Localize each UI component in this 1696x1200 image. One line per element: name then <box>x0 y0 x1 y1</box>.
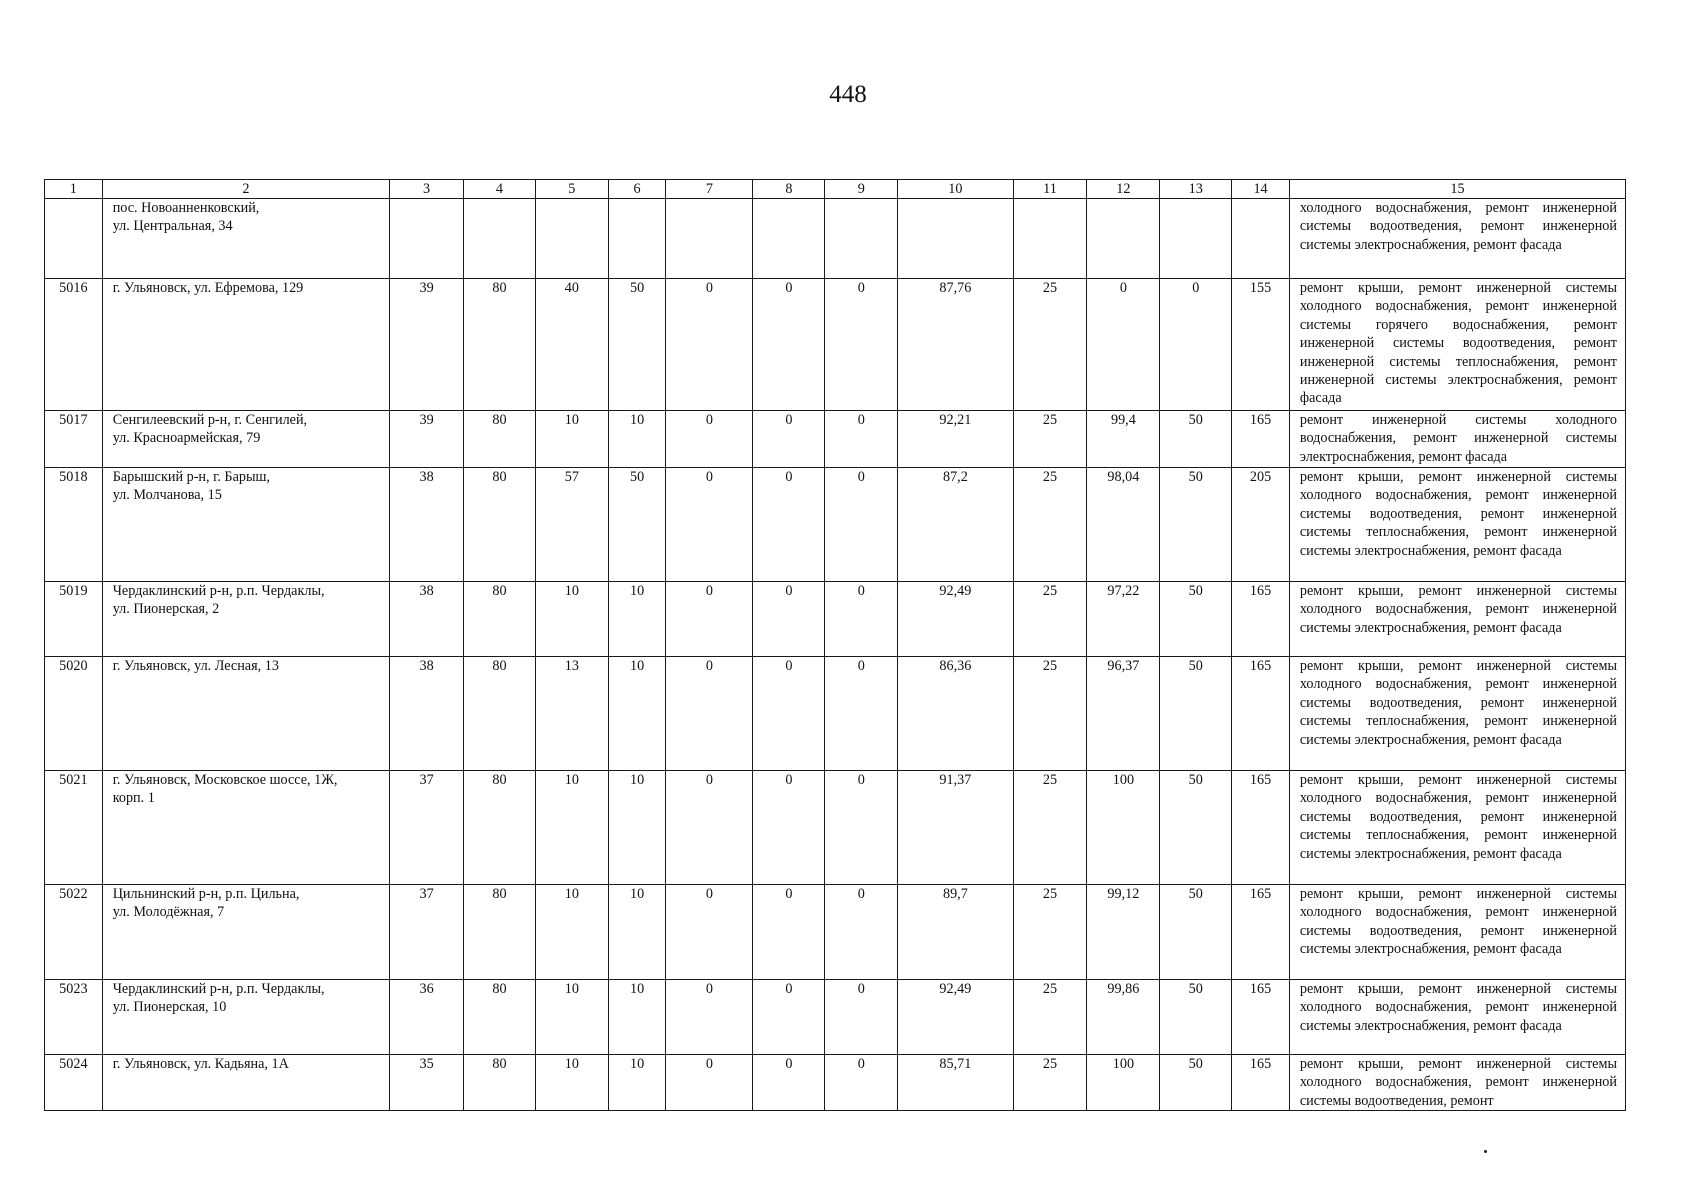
value-cell-c10: 92,49 <box>898 582 1013 657</box>
works-list-cell: ремонт инженерной системы холодного водоснабжения, ремонт инженерной системы электроснабжения, ремонт фасада <box>1289 411 1625 468</box>
value-cell-c7: 0 <box>666 657 753 771</box>
value-cell-c14: 155 <box>1232 279 1290 411</box>
address-line: ул. Красноармейская, 79 <box>112 430 261 447</box>
value-cell-c14: 165 <box>1232 980 1290 1055</box>
column-number: 7 <box>666 180 753 199</box>
value-cell-c4: 80 <box>464 582 536 657</box>
object-number-cell <box>45 199 103 279</box>
value-cell-c12 <box>1087 199 1160 279</box>
object-number-cell: 5022 <box>45 885 103 980</box>
address-line: ул. Пионерская, 10 <box>112 999 227 1016</box>
works-list-cell: ремонт крыши, ремонт инженерной системы холодного водоснабжения, ремонт инженерной системы горячего водоснабжения, ремонт инженерной системы водоотведения, ремонт инженерной системы теплоснабжения, ремонт инженерной системы электроснабжения, ремонт фасада <box>1289 279 1625 411</box>
value-cell-c4: 80 <box>464 980 536 1055</box>
column-number: 12 <box>1087 180 1160 199</box>
value-cell-c13 <box>1160 199 1232 279</box>
address-cell <box>102 582 389 657</box>
value-cell-c5: 57 <box>535 468 608 582</box>
value-cell-c3: 36 <box>390 980 464 1055</box>
table-row <box>45 657 1626 771</box>
column-number: 14 <box>1232 180 1290 199</box>
value-cell-c8: 0 <box>753 411 825 468</box>
object-number-cell: 5024 <box>45 1055 103 1111</box>
column-number: 2 <box>102 180 389 199</box>
address-line: Чердаклинский р-н, р.п. Чердаклы, <box>112 981 325 997</box>
value-cell-c6: 10 <box>608 1055 666 1111</box>
value-cell-c10: 91,37 <box>898 771 1013 885</box>
value-cell-c6: 10 <box>608 771 666 885</box>
value-cell-c10: 87,2 <box>898 468 1013 582</box>
value-cell-c11: 25 <box>1013 885 1087 980</box>
value-cell-c9: 0 <box>825 771 898 885</box>
table-body <box>45 180 1626 1111</box>
address-cell <box>102 199 389 279</box>
column-number-row <box>45 180 1626 199</box>
value-cell-c3: 38 <box>390 468 464 582</box>
value-cell-c5 <box>535 199 608 279</box>
value-cell-c5: 13 <box>535 657 608 771</box>
value-cell-c3: 38 <box>390 657 464 771</box>
address-line: пос. Новоанненковский, <box>112 200 260 216</box>
value-cell-c5: 40 <box>535 279 608 411</box>
value-cell-c11: 25 <box>1013 279 1087 411</box>
value-cell-c11: 25 <box>1013 411 1087 468</box>
value-cell-c13: 50 <box>1160 411 1232 468</box>
value-cell-c5: 10 <box>535 980 608 1055</box>
value-cell-c7 <box>666 199 753 279</box>
value-cell-c13: 50 <box>1160 980 1232 1055</box>
column-number: 4 <box>464 180 536 199</box>
value-cell-c4: 80 <box>464 1055 536 1111</box>
value-cell-c14 <box>1232 199 1290 279</box>
value-cell-c12: 96,37 <box>1087 657 1160 771</box>
object-number-cell: 5021 <box>45 771 103 885</box>
value-cell-c8: 0 <box>753 771 825 885</box>
value-cell-c12: 0 <box>1087 279 1160 411</box>
value-cell-c11: 25 <box>1013 771 1087 885</box>
value-cell-c11: 25 <box>1013 657 1087 771</box>
column-number: 8 <box>753 180 825 199</box>
value-cell-c7: 0 <box>666 582 753 657</box>
value-cell-c8: 0 <box>753 657 825 771</box>
address-line: Барышский р-н, г. Барыш, <box>112 469 270 485</box>
value-cell-c10: 85,71 <box>898 1055 1013 1111</box>
address-line: ул. Центральная, 34 <box>112 218 233 235</box>
object-number-cell: 5023 <box>45 980 103 1055</box>
address-cell <box>102 771 389 885</box>
value-cell-c10: 92,21 <box>898 411 1013 468</box>
value-cell-c6: 10 <box>608 582 666 657</box>
table-row <box>45 468 1626 582</box>
value-cell-c9: 0 <box>825 1055 898 1111</box>
value-cell-c9: 0 <box>825 980 898 1055</box>
value-cell-c8: 0 <box>753 980 825 1055</box>
value-cell-c6: 10 <box>608 980 666 1055</box>
works-list-cell: ремонт крыши, ремонт инженерной системы холодного водоснабжения, ремонт инженерной системы электроснабжения, ремонт фасада <box>1289 980 1625 1055</box>
value-cell-c13: 0 <box>1160 279 1232 411</box>
value-cell-c7: 0 <box>666 468 753 582</box>
value-cell-c4: 80 <box>464 771 536 885</box>
value-cell-c12: 99,86 <box>1087 980 1160 1055</box>
value-cell-c11: 25 <box>1013 1055 1087 1111</box>
value-cell-c14: 165 <box>1232 771 1290 885</box>
value-cell-c13: 50 <box>1160 657 1232 771</box>
value-cell-c13: 50 <box>1160 885 1232 980</box>
address-cell <box>102 657 389 771</box>
value-cell-c4: 80 <box>464 657 536 771</box>
repair-program-table <box>44 179 1626 1111</box>
value-cell-c9: 0 <box>825 885 898 980</box>
value-cell-c11: 25 <box>1013 980 1087 1055</box>
value-cell-c14: 165 <box>1232 1055 1290 1111</box>
value-cell-c13: 50 <box>1160 1055 1232 1111</box>
value-cell-c7: 0 <box>666 279 753 411</box>
value-cell-c10: 89,7 <box>898 885 1013 980</box>
address-line: Цильнинский р-н, р.п. Цильна, <box>112 886 300 902</box>
value-cell-c3: 39 <box>390 279 464 411</box>
address-cell <box>102 980 389 1055</box>
value-cell-c8: 0 <box>753 1055 825 1111</box>
value-cell-c7: 0 <box>666 980 753 1055</box>
value-cell-c3: 37 <box>390 885 464 980</box>
value-cell-c5: 10 <box>535 771 608 885</box>
value-cell-c12: 99,4 <box>1087 411 1160 468</box>
value-cell-c12: 97,22 <box>1087 582 1160 657</box>
address-line: ул. Пионерская, 2 <box>112 601 220 618</box>
value-cell-c9 <box>825 199 898 279</box>
value-cell-c4 <box>464 199 536 279</box>
address-cell <box>102 1055 389 1111</box>
table-row <box>45 771 1626 885</box>
value-cell-c4: 80 <box>464 468 536 582</box>
page-number: 448 <box>829 81 867 108</box>
value-cell-c11: 25 <box>1013 468 1087 582</box>
column-number: 13 <box>1160 180 1232 199</box>
value-cell-c8: 0 <box>753 279 825 411</box>
object-number-cell: 5018 <box>45 468 103 582</box>
value-cell-c3: 38 <box>390 582 464 657</box>
value-cell-c8 <box>753 199 825 279</box>
column-number: 15 <box>1289 180 1625 199</box>
value-cell-c13: 50 <box>1160 468 1232 582</box>
value-cell-c9: 0 <box>825 411 898 468</box>
column-number: 6 <box>608 180 666 199</box>
column-number: 11 <box>1013 180 1087 199</box>
value-cell-c10: 86,36 <box>898 657 1013 771</box>
address-line: корп. 1 <box>112 790 155 807</box>
column-number: 1 <box>45 180 103 199</box>
table-row <box>45 885 1626 980</box>
value-cell-c3: 39 <box>390 411 464 468</box>
value-cell-c6: 10 <box>608 411 666 468</box>
value-cell-c3 <box>390 199 464 279</box>
value-cell-c4: 80 <box>464 885 536 980</box>
value-cell-c6: 50 <box>608 279 666 411</box>
object-number-cell: 5016 <box>45 279 103 411</box>
object-number-cell: 5017 <box>45 411 103 468</box>
column-number: 3 <box>390 180 464 199</box>
table-row <box>45 980 1626 1055</box>
value-cell-c8: 0 <box>753 468 825 582</box>
address-line: ул. Молодёжная, 7 <box>112 904 225 921</box>
works-list-cell: ремонт крыши, ремонт инженерной системы холодного водоснабжения, ремонт инженерной системы водоотведения, ремонт инженерной системы теплоснабжения, ремонт инженерной системы электроснабжения, ремонт фасада <box>1289 468 1625 582</box>
column-number: 10 <box>898 180 1013 199</box>
address-line: г. Ульяновск, ул. Кадьяна, 1А <box>112 1056 289 1072</box>
value-cell-c9: 0 <box>825 657 898 771</box>
value-cell-c7: 0 <box>666 411 753 468</box>
value-cell-c6: 10 <box>608 657 666 771</box>
column-number: 9 <box>825 180 898 199</box>
value-cell-c13: 50 <box>1160 582 1232 657</box>
value-cell-c11 <box>1013 199 1087 279</box>
value-cell-c12: 100 <box>1087 771 1160 885</box>
value-cell-c8: 0 <box>753 885 825 980</box>
works-list-cell: ремонт крыши, ремонт инженерной системы холодного водоснабжения, ремонт инженерной системы водоотведения, ремонт инженерной системы теплоснабжения, ремонт инженерной системы электроснабжения, ремонт фасада <box>1289 771 1625 885</box>
address-cell <box>102 885 389 980</box>
value-cell-c5: 10 <box>535 582 608 657</box>
address-cell <box>102 279 389 411</box>
value-cell-c14: 165 <box>1232 411 1290 468</box>
value-cell-c9: 0 <box>825 468 898 582</box>
works-list-cell: ремонт крыши, ремонт инженерной системы холодного водоснабжения, ремонт инженерной системы электроснабжения, ремонт фасада <box>1289 582 1625 657</box>
scan-speck <box>1484 1150 1487 1153</box>
table-row <box>45 1055 1626 1111</box>
address-line: Чердаклинский р-н, р.п. Чердаклы, <box>112 583 325 599</box>
value-cell-c10: 87,76 <box>898 279 1013 411</box>
value-cell-c14: 165 <box>1232 885 1290 980</box>
value-cell-c14: 205 <box>1232 468 1290 582</box>
value-cell-c14: 165 <box>1232 657 1290 771</box>
value-cell-c8: 0 <box>753 582 825 657</box>
value-cell-c4: 80 <box>464 279 536 411</box>
address-cell <box>102 411 389 468</box>
value-cell-c12: 98,04 <box>1087 468 1160 582</box>
value-cell-c6: 10 <box>608 885 666 980</box>
value-cell-c7: 0 <box>666 771 753 885</box>
value-cell-c7: 0 <box>666 885 753 980</box>
value-cell-c3: 35 <box>390 1055 464 1111</box>
value-cell-c9: 0 <box>825 582 898 657</box>
value-cell-c5: 10 <box>535 411 608 468</box>
table-row <box>45 411 1626 468</box>
value-cell-c6 <box>608 199 666 279</box>
works-list-cell: ремонт крыши, ремонт инженерной системы холодного водоснабжения, ремонт инженерной системы водоотведения, ремонт инженерной системы теплоснабжения, ремонт инженерной системы электроснабжения, ремонт фасада <box>1289 657 1625 771</box>
value-cell-c14: 165 <box>1232 582 1290 657</box>
value-cell-c6: 50 <box>608 468 666 582</box>
address-line: ул. Молчанова, 15 <box>112 487 222 504</box>
value-cell-c3: 37 <box>390 771 464 885</box>
works-list-cell: холодного водоснабжения, ремонт инженерной системы водоотведения, ремонт инженерной системы электроснабжения, ремонт фасада <box>1289 199 1625 279</box>
address-line: г. Ульяновск, ул. Лесная, 13 <box>112 658 279 674</box>
address-line: Сенгилеевский р-н, г. Сенгилей, <box>112 412 308 428</box>
value-cell-c11: 25 <box>1013 582 1087 657</box>
value-cell-c13: 50 <box>1160 771 1232 885</box>
works-list-cell: ремонт крыши, ремонт инженерной системы холодного водоснабжения, ремонт инженерной системы водоотведения, ремонт инженерной системы электроснабжения, ремонт фасада <box>1289 885 1625 980</box>
value-cell-c7: 0 <box>666 1055 753 1111</box>
table-row <box>45 279 1626 411</box>
value-cell-c5: 10 <box>535 885 608 980</box>
value-cell-c4: 80 <box>464 411 536 468</box>
value-cell-c5: 10 <box>535 1055 608 1111</box>
value-cell-c10: 92,49 <box>898 980 1013 1055</box>
value-cell-c12: 99,12 <box>1087 885 1160 980</box>
works-list-cell: ремонт крыши, ремонт инженерной системы холодного водоснабжения, ремонт инженерной системы водоотведения, ремонт <box>1289 1055 1625 1111</box>
address-line: г. Ульяновск, ул. Ефремова, 129 <box>112 280 304 296</box>
value-cell-c12: 100 <box>1087 1055 1160 1111</box>
value-cell-c10 <box>898 199 1013 279</box>
value-cell-c9: 0 <box>825 279 898 411</box>
table-row <box>45 582 1626 657</box>
object-number-cell: 5020 <box>45 657 103 771</box>
address-cell <box>102 468 389 582</box>
column-number: 5 <box>535 180 608 199</box>
address-line: г. Ульяновск, Московское шоссе, 1Ж, <box>112 772 338 788</box>
object-number-cell: 5019 <box>45 582 103 657</box>
table-row <box>45 199 1626 279</box>
